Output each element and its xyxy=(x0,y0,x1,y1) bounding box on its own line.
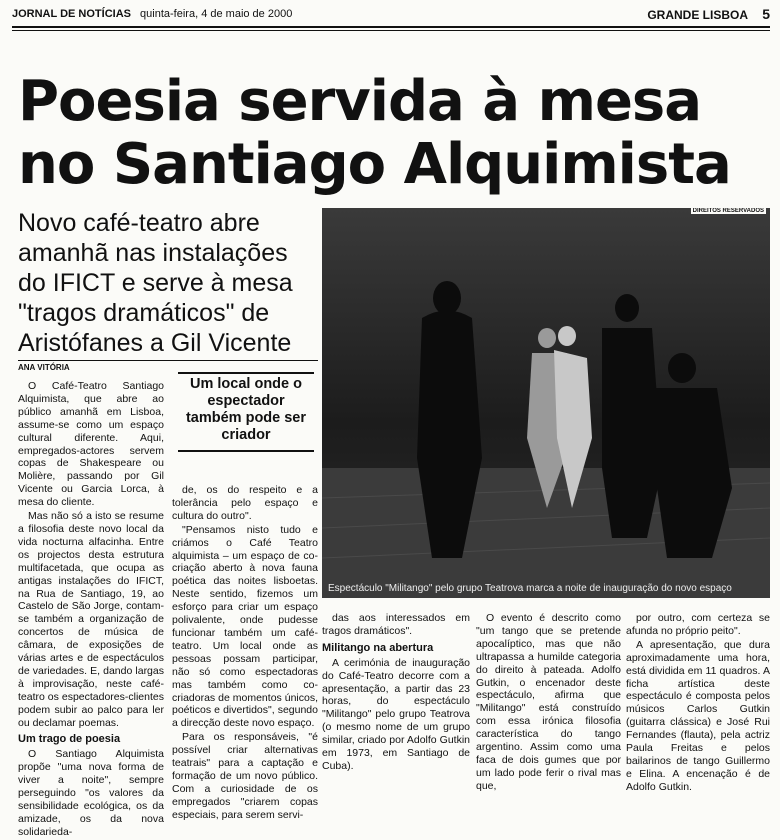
article-photo xyxy=(322,208,770,598)
article-column-2 xyxy=(172,484,318,823)
photo-credit: DIREITOS RESERVADOS xyxy=(692,208,764,214)
article-column-3 xyxy=(322,612,470,774)
headline xyxy=(18,70,768,196)
paragraph: de, os do respeito e a tolerância pelo espaço e cultura do outro". xyxy=(172,484,318,522)
byline-rule xyxy=(18,360,318,361)
header-rule-thin xyxy=(12,30,770,31)
photo-caption: Espectáculo "Militango" pelo grupo Teatrova marca a noite de inauguração do novo espaço xyxy=(328,583,732,594)
pull-quote: Um local onde o espectador também pode ser criador xyxy=(178,372,314,452)
issue-date: quinta-feira, 4 de maio de 2000 xyxy=(140,8,293,20)
page-header xyxy=(12,8,770,28)
paragraph: Mas não só a isto se resume a filosofia deste novo local da vida nocturna alfacinha. Entre os projectos desta estrutura multifacetada, que ocupa as antigas instalações do IFICT, na Rua de Santiago, 19, ao Castelo de São Jorge, contam-se também a organização de concertos de música de câmara, de exposições de várias artes e de espectáculos de variedades. E, dando largas à improvisação, neste café-teatro os espectadores-clientes podem subir ao palco para ler ou declamar poemas. xyxy=(18,510,164,729)
paragraph: A cerimónia de inauguração do Café-Teatro decorre com a apresentação, a partir das 23 horas, do espectáculo "Militango" pelo grupo Teatrova (o mesmo nome de um grupo similar, criado por Adolfo Gutkin em 1973, em Santiago de Cuba). xyxy=(322,656,470,772)
paragraph: O Café-Teatro Santiago Alquimista, que abre ao público amanhã em Lisboa, assume-se como um espaço cultural diferente. Aqui, empregados-actores servem copas de Shakespeare ou Molière, passando por Gil Vicente ou Garcia Lorca, à mesa do cliente. xyxy=(18,380,164,509)
paragraph: Para os responsáveis, "é possível criar alternativas teatrais" para a captação e formação de um novo público. Com a curiosidade de os empregados "criarem copas especiais, para serem servi- xyxy=(172,731,318,821)
article-column-1 xyxy=(18,380,164,840)
article-column-4 xyxy=(476,612,621,794)
section-name: GRANDE LISBOA xyxy=(647,8,748,22)
byline: ANA VITÓRIA xyxy=(18,363,70,372)
newspaper-name: JORNAL DE NOTÍCIAS xyxy=(12,8,131,20)
photo-illustration xyxy=(322,208,770,598)
paragraph: A apresentação, que dura aproximadamente uma hora, está dividida em 11 quadros. A ficha artística deste espectáculo é composta pelos músicos Carlos Gutkin (guitarra clássica) e José Rui Fernandes (flauta), pela actriz Paula Freitas e pelos bailarinos de tango Guillermo e Elina. A encenação é de Adolfo Gutkin. xyxy=(626,638,770,793)
subheadline: Novo café-teatro abre amanhã nas instalações do IFICT e serve à mesa "tragos dramáticos" de Aristófanes a Gil Vicente xyxy=(18,209,293,357)
paragraph: O Santiago Alquimista propõe "uma nova forma de viver a noite", sempre perseguindo "os valores da sensibilidade ecológica, os da amizade, os da nova solidarieda- xyxy=(18,748,164,838)
paragraph: O evento é descrito como "um tango que se pretende apocalíptico, mas que não ultrapassa a humilde categoria do direito à pateada. Adolfo Gutkin, o encenador deste espectáculo, afirma que "Militango" está construído com essa irónica filosofia característica do tango argentino. Assim como uma faca de dois gumes que por um lado pode ferir o rival mas que, xyxy=(476,612,621,792)
headline-line-1: Poesia servida à mesa xyxy=(18,69,702,134)
headline-line-2: no Santiago Alquimista xyxy=(18,132,731,197)
subheading: Militango na abertura xyxy=(322,641,434,654)
header-rule xyxy=(12,26,770,28)
paragraph: por outro, com certeza se afunda no próprio peito". xyxy=(626,612,770,637)
paragraph: das aos interessados em tragos dramáticos". xyxy=(322,612,470,637)
article-column-5 xyxy=(626,612,770,795)
page-number: 5 xyxy=(762,6,770,22)
subheading: Um trago de poesia xyxy=(18,733,121,746)
paragraph: "Pensamos nisto tudo e criámos o Café Teatro alquimista – um espaço de co-criação aberto à nova fauna poética das noites lisboetas. Neste sentido, fizemos um esforço para criar um espaço polivalente, onde pudesse funcionar também um café-teatro. Um local onde as pessoas possam participar, não só como espectadoras mas também como co-criadoras de momentos únicos, poéticos e divertidos", segundo a direcção deste novo espaço. xyxy=(172,523,318,730)
